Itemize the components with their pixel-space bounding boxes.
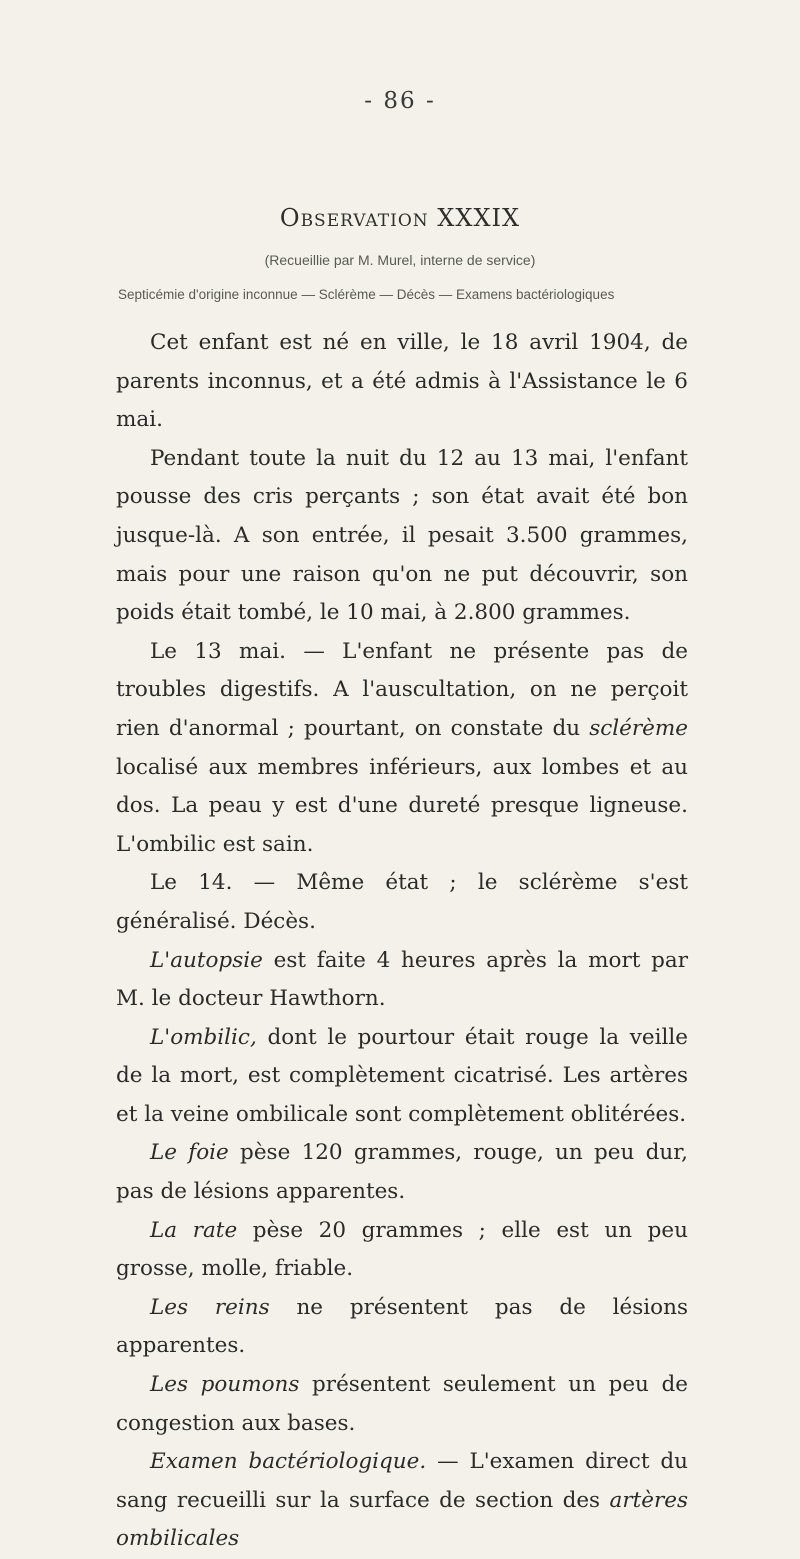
observation-credit: (Recueillie par M. Murel, interne de service) bbox=[264, 252, 536, 268]
page-number: - 86 - bbox=[364, 88, 436, 114]
paragraph: Le 14. — Même état ; le sclérème s'est généralisé. Décès. bbox=[116, 870, 688, 934]
paragraph: Examen bactériologique. — L'examen direct du sang recueilli sur la surface de section des artères ombilicales bbox=[116, 1449, 688, 1552]
paragraph: Pendant toute la nuit du 12 au 13 mai, l'enfant pousse des cris perçants ; son état avait été bon jusque-là. A son entrée, il pesait 3.500 grammes, mais pour une raison qu'on ne put découvrir, son poids était tombé, le 10 mai, à 2.800 grammes. bbox=[116, 445, 688, 626]
paragraph: Le foie pèse 120 grammes, rouge, un peu dur, pas de lésions apparentes. bbox=[116, 1140, 688, 1205]
body-text bbox=[116, 324, 688, 1559]
paragraph: Cet enfant est né en ville, le 18 avril 1904, de parents inconnus, et a été admis à l'Assistance le 6 mai. bbox=[116, 330, 688, 433]
paragraph: L'ombilic, dont le pourtour était rouge la veille de la mort, est complètement cicatrisé. Les artères et la veine ombilicale sont complètement oblitérées. bbox=[116, 1024, 688, 1127]
paragraph: Le 13 mai. — L'enfant ne présente pas de troubles digestifs. A l'auscultation, on ne perçoit rien d'anormal ; pourtant, on constate du sclérème localisé aux membres inférieurs, aux lombes et au dos. La peau y est d'une dureté presque ligneuse. L'ombilic est sain. bbox=[116, 638, 688, 857]
paragraph: Les poumons présentent seulement un peu de congestion aux bases. bbox=[116, 1372, 688, 1436]
paragraph: L'autopsie est faite 4 heures après la mort par M. le docteur Hawthorn. bbox=[116, 947, 688, 1012]
observation-title: Observation XXXIX bbox=[279, 204, 521, 232]
paragraph: Les reins ne présentent pas de lésions apparentes. bbox=[116, 1294, 688, 1359]
paragraph: La rate pèse 20 grammes ; elle est un peu grosse, molle, friable. bbox=[116, 1217, 688, 1282]
observation-summary: Septicémie d'origine inconnue — Sclérème — Décès — Examens bactériologiques bbox=[118, 287, 615, 302]
